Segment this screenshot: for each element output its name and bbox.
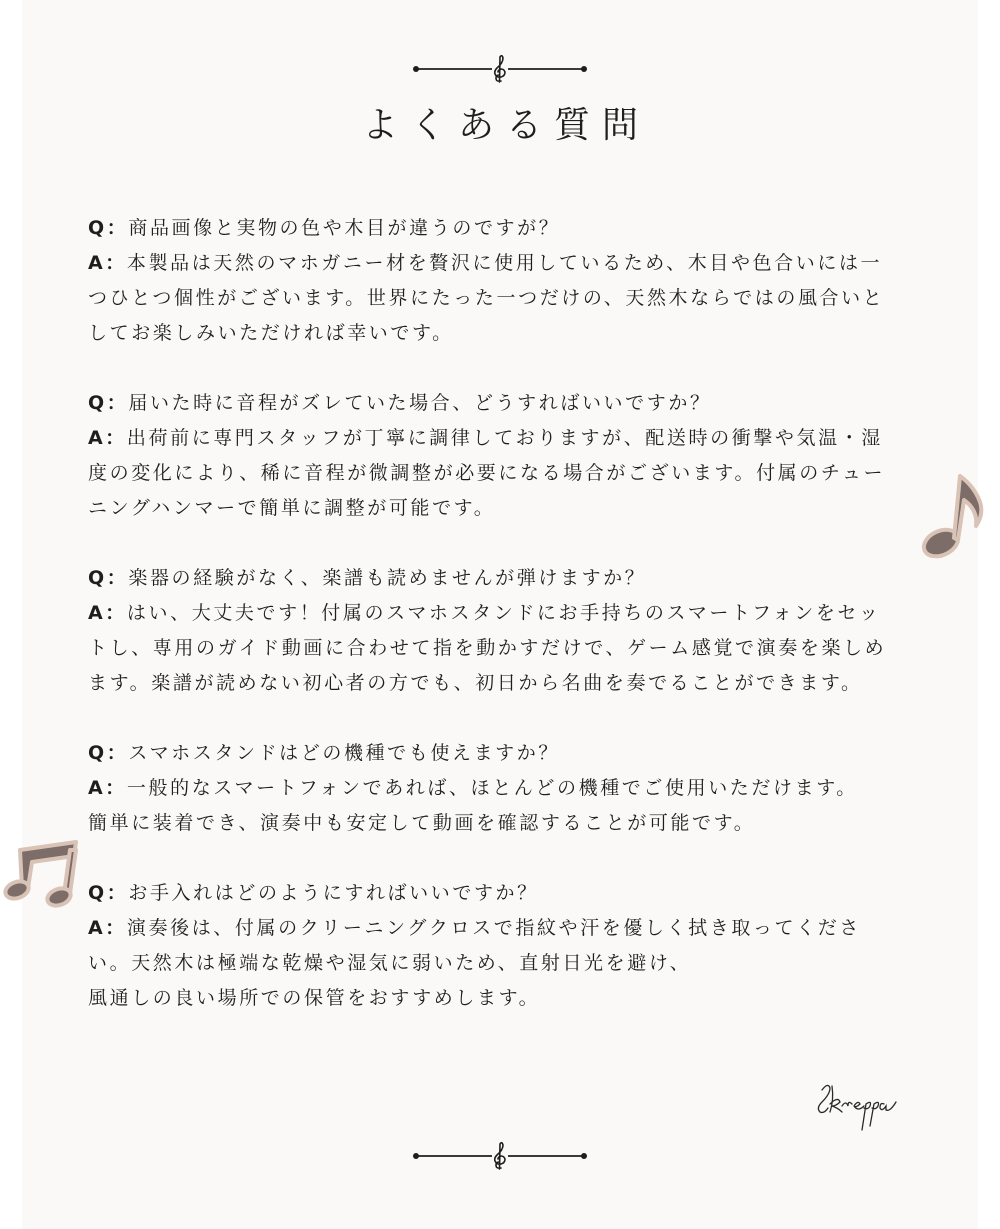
faq-question [88,386,918,421]
signature-logo [810,1076,910,1136]
faq-item [88,736,918,841]
faq-answer-line [88,596,918,631]
faq-answer-line: 簡単に装着でき、演奏中も安定して動画を確認することが可能です。 [88,812,756,834]
question-text: 届いた時に音程がズレていた場合、どうすればいいですか？ [128,392,712,414]
faq-answer-line: ます。楽譜が読めない初心者の方でも、初日から名曲を奏でることができます。 [88,672,863,694]
answer-text: 本製品は天然のマホガニー材を贅沢に使用しているため、木目や色合いには一 [126,252,883,274]
faq-question [88,561,918,596]
question-prefix: Q： [88,882,129,904]
answer-text: はい、大丈夫です！付属のスマホスタンドにお手持ちのスマートフォンをセッ [126,602,881,624]
faq-item [88,561,918,701]
faq-answer-line: してお楽しみいただければ幸いです。 [88,322,454,344]
faq-answer-line: 度の変化により、稀に音程が微調整が必要になる場合がございます。付属のチュー [88,462,886,484]
faq-answer-line: 風通しの良い場所での保管をおすすめします。 [88,987,541,1009]
answer-text: 演奏後は、付属のクリーニングクロスで指紋や汗を優しく拭き取ってくださ [126,917,861,939]
question-prefix: Q： [88,742,129,764]
faq-answer-line [88,911,918,946]
question-text: 商品画像と実物の色や木目が違うのですが？ [128,217,561,239]
question-text: スマホスタンドはどの機種でも使えますか？ [128,742,560,764]
answer-prefix: A： [88,602,127,624]
faq-list [88,211,918,1051]
faq-question [88,211,918,246]
answer-prefix: A： [88,777,127,799]
faq-item [88,386,918,526]
question-prefix: Q： [88,217,129,239]
faq-answer-line [88,421,918,456]
faq-answer-line: つひとつ個性がございます。世界にたった一つだけの、天然木ならではの風合いと [88,287,885,309]
question-prefix: Q： [88,567,129,589]
faq-question [88,876,918,911]
answer-prefix: A： [88,252,127,274]
faq-answer-line: トし、専用のガイド動画に合わせて指を動かすだけで、ゲーム感覚で演奏を楽しめ [88,637,887,659]
faq-answer-line [88,246,918,281]
top-divider-treble-clef-icon [410,54,590,84]
beamed-eighth-notes-icon [0,840,82,912]
page-title: よくある質問 [361,105,650,146]
answer-text: 出荷前に専門スタッフが丁寧に調律しておりますが、配送時の衝撃や気温・湿 [126,427,883,449]
faq-answer-line [88,771,918,806]
faq-question [88,736,918,771]
question-text: お手入れはどのようにすればいいですか？ [128,882,539,904]
answer-prefix: A： [88,917,127,939]
bottom-divider-treble-clef-icon [410,1141,590,1171]
faq-answer-line: ニングハンマーで簡単に調整が可能です。 [88,497,496,519]
question-prefix: Q： [88,392,129,414]
faq-item [88,211,918,351]
question-text: 楽器の経験がなく、楽譜も読めませんが弾けますか？ [128,567,647,589]
faq-answer-line: い。天然木は極端な乾燥や湿気に弱いため、直射日光を避け、 [88,952,692,974]
faq-item [88,876,918,1016]
answer-prefix: A： [88,427,127,449]
answer-text: 一般的なスマートフォンであれば、ほとんどの機種でご使用いただけます。 [126,777,858,799]
eighth-note-icon [914,466,994,566]
